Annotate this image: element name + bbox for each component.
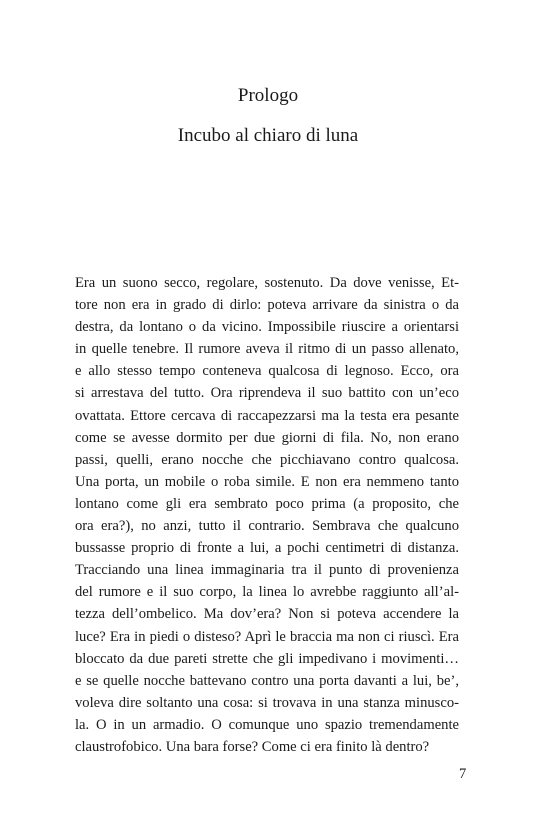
text-line: Era un suono secco, regolare, sostenuto. Da dove venisse, Et- <box>75 275 459 291</box>
text-line: tezza dell’ombelico. Ma dov’era? Non si poteva accendere la <box>75 606 459 623</box>
text-line: lontano come gli era sembrato poco prima (a proposito, che <box>75 495 459 512</box>
text-line: ora era?), no anzi, tutto il contrario. Sembrava che qualcuno <box>75 518 459 535</box>
text-line: come se avesse dormito per due giorni di fila. No, non erano <box>75 429 459 446</box>
chapter-title: Incubo al chiaro di luna <box>177 125 359 146</box>
text-line: luce? Era in piedi o disteso? Aprì le braccia ma non ci riuscì. Era <box>75 628 459 645</box>
text-line: si arrestava del tutto. Ora riprendeva il suo battito con un’eco <box>75 385 459 402</box>
text-line: Una porta, un mobile o roba simile. E non era nemmeno tanto <box>75 473 459 490</box>
text-line: bloccato da due pareti strette che gli impedivano i movimenti… <box>75 650 459 667</box>
text-line: destra, da lontano o da vicino. Impossibile riuscire a orientarsi <box>75 319 459 336</box>
body-paragraph <box>75 272 459 758</box>
text-line: tore non era in grado di dirlo: poteva arrivare da sinistra o da <box>75 297 459 314</box>
text-line: voleva dire soltanto una cosa: si trovava in una stanza minusco- <box>75 694 459 711</box>
text-line: la. O in un armadio. O comunque uno spazio tremendamente <box>75 716 459 733</box>
text-line: Tracciando una linea immaginaria tra il punto di provenienza <box>75 562 459 579</box>
text-line: e se quelle nocche battevano contro una porta davanti a lui, be’, <box>75 672 459 689</box>
text-line: ovattata. Ettore cercava di raccapezzarsi ma la testa era pesante <box>75 407 459 424</box>
text-line: e allo stesso tempo conteneva qualcosa di legnoso. Ecco, ora <box>75 363 459 380</box>
text-line: del rumore e il suo corpo, la linea lo avrebbe raggiunto all’al- <box>75 584 459 601</box>
text-line: claustrofobico. Una bara forse? Come ci era finito là dentro? <box>75 738 430 755</box>
part-title: Prologo <box>237 85 299 106</box>
text-line: bussasse proprio di fronte a lui, a pochi centimetri di distanza. <box>75 540 459 557</box>
page-number: 7 <box>459 766 467 782</box>
text-line: passi, quelli, erano nocche che picchiavano contro qualcosa. <box>75 451 459 468</box>
text-line: in quelle tenebre. Il rumore aveva il ritmo di un passo allenato, <box>75 341 459 358</box>
